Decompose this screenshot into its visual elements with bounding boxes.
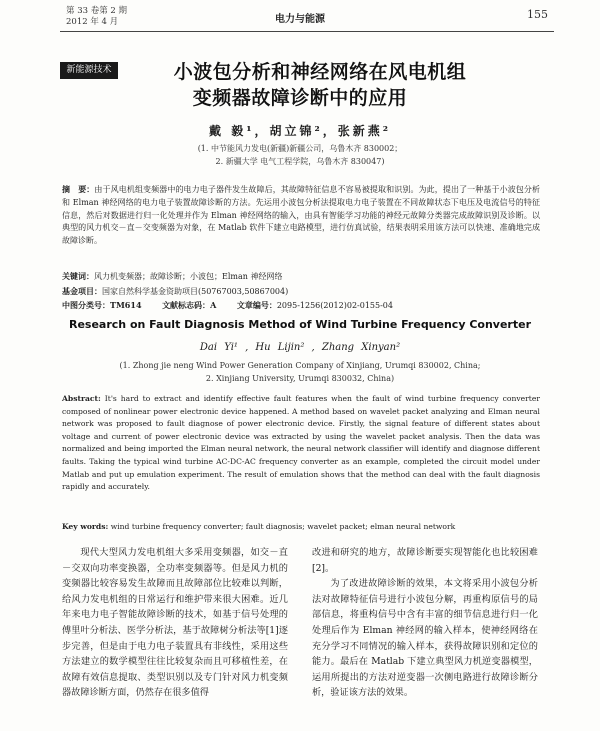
clc-number: 中图分类号：TM614 (62, 300, 142, 310)
english-abstract-label: Abstract: (62, 394, 101, 403)
fund-label: 基金项目： (62, 286, 102, 296)
authors-cn: 戴 毅¹，胡立锦²，张新燕² (209, 124, 391, 138)
english-affiliation-1: (1. Zhong jie neng Wind Power Generation Company of Xinjiang, Urumqi 830002, China; (119, 361, 481, 370)
affiliation-cn-2: 2. 新疆大学 电气工程学院，乌鲁木齐 830047) (215, 157, 385, 166)
title-line-1: 小波包分析和神经网络在风电机组 (173, 61, 467, 83)
volume-label: 第 33 卷第 2 期 (66, 6, 128, 16)
body-paragraph: 现代大型风力发电机组大多采用变频器，如交－直－交双向功率变换器，全功率变频器等。但是风力机的变频器比较容易发生故障而且故障部位比较难以判断，给风力发电机组的日常运行和维护带来很大困难。近几年来电力电子智能故障诊断的技术，如基于信号处理的傅里叶分析法、医学分析法，基于故障树分析法等[1]逐步完善，但是由于电力电子装置具有非线性，采用这些方法建立的数学模型往往比较复杂而且可移植性差，在故障有效信息提取、类型识别以及专门针对风力机变频器故障诊断方面，仍然存在很多值得 (62, 547, 288, 699)
body-column-right (312, 545, 538, 701)
english-affiliation-2: 2. Xinjiang University, Urumqi 830032, China) (205, 374, 395, 383)
body-paragraph: 改进和研究的地方，故障诊断要实现智能化也比较困难[2]。 (312, 547, 538, 574)
document-code: 文献标志码：A (162, 300, 217, 310)
english-authors: Dai Yi¹ , Hu Lijin² , Zhang Xinyan² (199, 342, 401, 353)
affiliation-cn-1: (1. 中节能风力发电(新疆)新疆公司，乌鲁木齐 830002； (197, 144, 403, 153)
journal-name: 电力与能源 (275, 14, 325, 25)
body-paragraph: 为了改进故障诊断的效果，本文将采用小波包分析法对故障特征信号进行小波包分解，再重构原信号的局部信息，将重构信号中含有丰富的细节信息进行归一化处理后作为 Elman 神经网的输入样本，使神经网络在充分学习不同情况的输入样本，获得故障识别和定位的能力。最后在 Matlab 下建立典型风力机逆变器模型，运用所提出的方法对逆变器一次侧电路进行故障诊断分析，验证该方法的效果。 (312, 578, 538, 699)
fund-info (62, 285, 540, 299)
english-abstract (62, 393, 540, 494)
keywords-cn (62, 270, 540, 284)
page-number: 155 (527, 8, 548, 21)
english-keywords-text: wind turbine frequency converter; fault diagnosis; wavelet packet; elman neural network (110, 522, 456, 531)
body-column-left (62, 545, 288, 701)
english-keywords-label: Key words: (62, 522, 109, 531)
abstract-cn (62, 183, 540, 248)
abstract-cn-label: 摘 要： (62, 184, 95, 194)
keywords-cn-label: 关键词： (62, 271, 94, 281)
section-tag: 新能源技术 (60, 62, 118, 79)
keywords-cn-text: 风力机变频器；故障诊断；小波包；Elman 神经网络 (94, 272, 283, 281)
title-line-2: 变频器故障诊断中的应用 (192, 87, 408, 109)
article-number: 文章编号：2095-1256(2012)02-0155-04 (236, 300, 393, 310)
english-title: Research on Fault Diagnosis Method of Wind Turbine Frequency Converter (68, 318, 531, 331)
classification-row (62, 300, 540, 311)
date-label: 2012 年 4 月 (66, 17, 119, 27)
fund-text: 国家自然科学基金资助项目(50767003,50867004) (102, 287, 289, 296)
abstract-cn-text: 由于风电机组变频器中的电力电子器件发生故障后，其故障特征信息不容易被提取和识别。为此，提出了一种基于小波包分析和 Elman 神经网络的电力电子装置故障诊断的方法。先运用小波包分析法提取电力电子装置在不同故障状态下电压及电流信号的特征信息，然后对数据进行归一化处理并作为 Elman 神经网络的输入，由具有智能学习功能的神经元故障分类器完成故障识别及诊断。以典型的风力机交－直－交变频器为对象，在 Matlab 软件下建立电路模型，进行仿真试验，结果表明采用该方法可以快速、准确地完成故障诊断。 (62, 185, 541, 246)
english-keywords (62, 521, 540, 534)
english-abstract-text: It's hard to extract and identify effective fault features when the fault of wind turbine frequency converter composed of nonlinear power electronic device happened. A method based on wavelet packet analyzing and Elman neural network was proposed to fault diagnose of power electronic device. Firstly, the signal feature of different states about voltage and current of power electronic device was extracted by using the wavelet packet analysis. Then the data was normalized and being imported the Elman neural network, the neural network classifier will identify and diagnose different faults. Taking the typical wind turbine AC-DC-AC frequency converter as an example, completed the circuit model under Matlab and put up emulation experiment. The result of emulation shows that the method can deal with the fault diagnosis rapidly and accurately. (62, 394, 540, 492)
header-divider (60, 31, 554, 32)
